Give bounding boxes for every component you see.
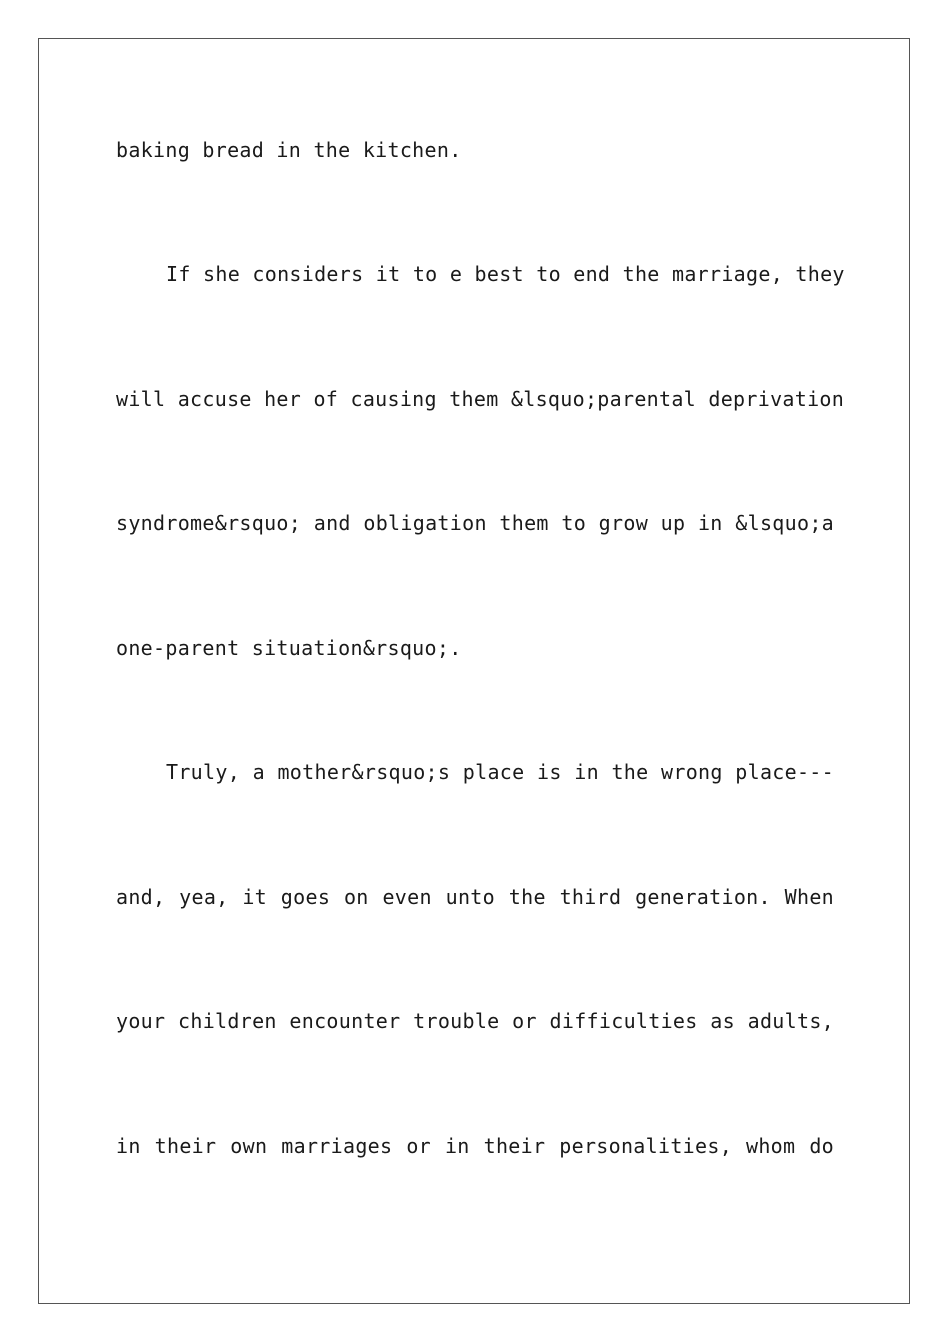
text-line: and, yea, it goes on even unto the third generation. When xyxy=(116,885,834,909)
document-page xyxy=(38,38,910,1304)
text-line: one-parent situation&rsquo;. xyxy=(116,636,462,660)
text-line: baking bread in the kitchen. xyxy=(116,138,462,162)
text-line: will accuse her of causing them &lsquo;parental deprivation xyxy=(116,387,845,411)
text-line: in their own marriages or in their personalities, whom do xyxy=(116,1134,834,1158)
paragraph-first-line: Truly, a mother&rsquo;s place is in the wrong place--- xyxy=(166,760,834,784)
paragraph-first-line: If she considers it to e best to end the marriage, they xyxy=(166,262,845,286)
text-line: your children encounter trouble or difficulties as adults, xyxy=(116,1009,834,1033)
text-line: syndrome&rsquo; and obligation them to grow up in &lsquo;a xyxy=(116,511,834,535)
